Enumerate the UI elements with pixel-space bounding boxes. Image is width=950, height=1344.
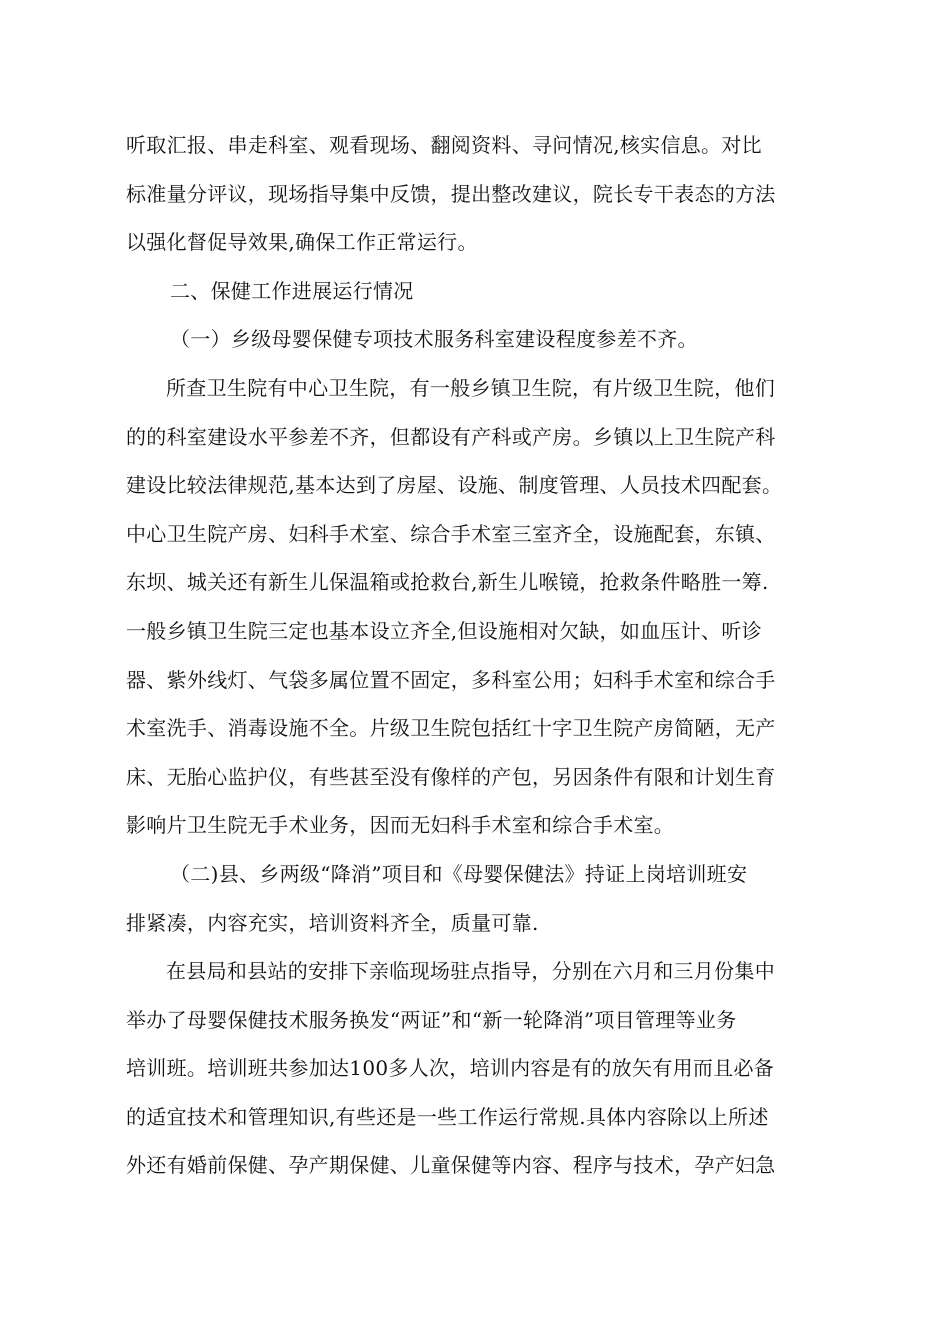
text-line: 所查卫生院有中心卫生院，有一般乡镇卫生院，有片级卫生院，他们 xyxy=(166,375,775,400)
heading-text: 二、保健工作进展运行情况 xyxy=(170,278,414,303)
text-line: 东坝、城关还有新生儿保温箱或抢救台,新生儿喉镜，抢救条件略胜一筹. xyxy=(126,570,769,595)
text-line: 一般乡镇卫生院三定也基本设立齐全,但设施相对欠缺，如血压计、听诊 xyxy=(126,618,762,643)
subsection-heading-1 xyxy=(126,315,826,364)
heading-text: （二)县、乡两级“降消”项目和《母婴保健法》持证上岗培训班安 xyxy=(170,861,748,886)
heading-text: 排紧凑，内容充实，培训资料齐全，质量可靠. xyxy=(126,910,539,935)
text-line: 听取汇报、串走科室、观看现场、翻阅资料、寻问情况,核实信息。对比 xyxy=(126,133,762,157)
text-line: 标准量分评议，现场指导集中反馈，提出整改建议，院长专干表态的方法 xyxy=(126,181,776,206)
heading-text: （一）乡级母婴保健专项技术服务科室建设程度参差不齐。 xyxy=(170,327,698,352)
text-line: 在县局和县站的安排下亲临现场驻点指导，分别在六月和三月份集中 xyxy=(166,959,775,984)
text-line: 影响片卫生院无手术业务，因而无妇科手术室和综合手术室。 xyxy=(126,813,675,838)
subsection-heading-2 xyxy=(126,850,826,947)
text-line: 外还有婚前保健、孕产期保健、儿童保健等内容、程序与技术，孕产妇急 xyxy=(126,1153,776,1178)
text-line: 术室洗手、消毒设施不全。片级卫生院包括红十字卫生院产房简陋，无产 xyxy=(126,716,776,741)
section-heading xyxy=(126,267,826,316)
text-line: 器、紫外线灯、气袋多属位置不固定，多科室公用；妇科手术室和综合手 xyxy=(126,667,776,692)
text-line: 的的科室建设水平参差不齐，但都设有产科或产房。乡镇以上卫生院产科 xyxy=(126,424,776,449)
text-line: 床、无胎心监护仪，有些甚至没有像样的产包，另因条件有限和计划生育 xyxy=(126,764,776,789)
paragraph-review-methods xyxy=(126,121,826,267)
text-line: 的适宜技术和管理知识,有些还是一些工作运行常规.具体内容除以上所述 xyxy=(126,1104,769,1129)
document-body xyxy=(126,121,826,1190)
text-line: 以强化督促导效果,确保工作正常运行。 xyxy=(126,230,478,255)
paragraph-training xyxy=(126,947,826,1190)
text-line: 中心卫生院产房、妇科手术室、综合手术室三室齐全，设施配套，东镇、 xyxy=(126,521,776,546)
paragraph-department-construction xyxy=(126,364,826,850)
text-line: 培训班。培训班共参加达100多人次，培训内容是有的放矢有用而且必备 xyxy=(126,1056,775,1081)
text-line: 建设比较法律规范,基本达到了房屋、设施、制度管理、人员技术四配套。 xyxy=(126,473,783,498)
text-line: 举办了母婴保健技术服务换发“两证”和“新一轮降消”项目管理等业务 xyxy=(126,1007,737,1032)
